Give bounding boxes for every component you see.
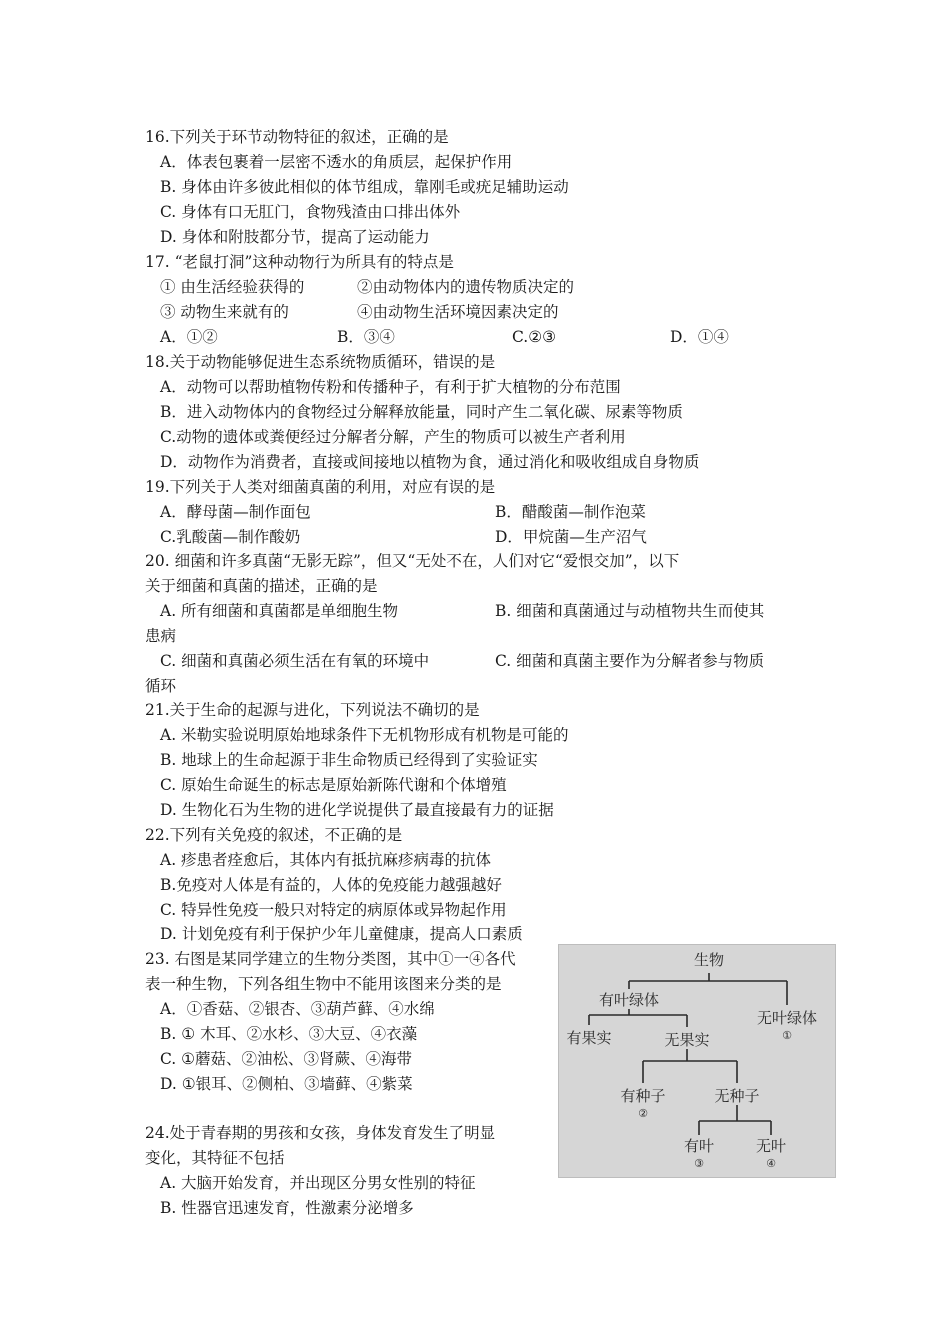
node-without-leaf: 无叶 (755, 1137, 787, 1155)
q16-option-a: A．体表包裹着一层密不透水的角质层，起保护作用 (160, 153, 513, 171)
classification-diagram (558, 944, 836, 1178)
q17-statement-1: ① 由生活经验获得的 (160, 278, 305, 296)
q23-option-a: A．①香菇、②银杏、③葫芦藓、④水绵 (160, 1000, 435, 1018)
q17-statement-3: ③ 动物生来就有的 (160, 303, 289, 321)
q22-option-c: C. 特异性免疫一般只对特定的病原体或异物起作用 (160, 901, 507, 919)
q17-option-d: D．①④ (670, 328, 729, 346)
q16-option-d: D. 身体和附肢都分节，提高了运动能力 (160, 228, 430, 246)
q21-option-a: A. 米勒实验说明原始地球条件下无机物形成有机物是可能的 (160, 726, 569, 744)
q19-stem: 19.下列关于人类对细菌真菌的利用，对应有误的是 (145, 478, 496, 496)
q18-stem: 18.关于动物能够促进生态系统物质循环，错误的是 (145, 353, 496, 371)
q20-option-d-wrap: 循环 (145, 677, 177, 695)
q18-option-b: B．进入动物体内的食物经过分解释放能量，同时产生二氧化碳、尿素等物质 (160, 403, 683, 421)
q16-stem: 16.下列关于环节动物特征的叙述，正确的是 (145, 128, 449, 146)
q23-option-d: D. ①银耳、②侧柏、③墙藓、④紫菜 (160, 1075, 413, 1093)
q24-option-a: A. 大脑开始发育，并出现区分男女性别的特征 (160, 1174, 476, 1192)
q23-stem-line2: 表一种生物，下列各组生物中不能用该图来分类的是 (145, 975, 502, 993)
marker-1: ① (782, 1029, 792, 1042)
q19-option-d: D．甲烷菌—生产沼气 (495, 528, 647, 546)
q19-option-a: A．酵母菌—制作面包 (160, 503, 311, 521)
q17-stem: 17. “老鼠打洞”这种动物行为所具有的特点是 (145, 253, 454, 271)
q17-option-a: A．①② (160, 328, 218, 346)
q19-option-b: B．醋酸菌—制作泡菜 (495, 503, 646, 521)
q21-option-c: C. 原始生命诞生的标志是原始新陈代谢和个体增殖 (160, 776, 507, 794)
q20-stem-line2: 关于细菌和真菌的描述，正确的是 (145, 577, 378, 595)
q19-option-c: C.乳酸菌—制作酸奶 (160, 528, 301, 546)
q22-option-d: D. 计划免疫有利于保护少年儿童健康，提高人口素质 (160, 925, 523, 943)
q23-option-c: C. ①蘑菇、②油松、③肾蕨、④海带 (160, 1050, 413, 1068)
marker-3: ③ (694, 1157, 704, 1170)
q20-option-d: C. 细菌和真菌主要作为分解者参与物质 (495, 652, 765, 670)
q18-option-c: C.动物的遗体或粪便经过分解者分解，产生的物质可以被生产者利用 (160, 428, 626, 446)
node-with-fruit: 有果实 (566, 1029, 612, 1047)
node-organism: 生物 (693, 951, 725, 969)
node-with-leaf: 有叶 (683, 1137, 715, 1155)
q18-option-d: D．动物作为消费者，直接或间接地以植物为食，通过消化和吸收组成自身物质 (160, 453, 700, 471)
q17-statement-4: ④由动物生活环境因素决定的 (357, 303, 559, 321)
q22-stem: 22.下列有关免疫的叙述，不正确的是 (145, 826, 403, 844)
q20-option-b-wrap: 患病 (145, 627, 177, 645)
marker-4: ④ (766, 1157, 776, 1170)
q18-option-a: A．动物可以帮助植物传粉和传播种子，有利于扩大植物的分布范围 (160, 378, 621, 396)
q22-option-a: A. 疹患者痊愈后，其体内有抵抗麻疹病毒的抗体 (160, 851, 492, 869)
q21-option-b: B. 地球上的生命起源于非生命物质已经得到了实验证实 (160, 751, 538, 769)
q21-option-d: D. 生物化石为生物的进化学说提供了最直接最有力的证据 (160, 801, 554, 819)
node-without-chlorophyll: 无叶绿体 (756, 1009, 818, 1027)
q20-option-b: B. 细菌和真菌通过与动植物共生而使其 (495, 602, 765, 620)
q23-stem-line1: 23. 右图是某同学建立的生物分类图，其中①一④各代 (145, 950, 516, 968)
classification-tree (559, 945, 835, 1177)
node-with-chlorophyll: 有叶绿体 (598, 991, 660, 1009)
q17-statement-2: ②由动物体内的遗传物质决定的 (357, 278, 575, 296)
node-without-seed: 无种子 (714, 1087, 760, 1105)
q23-option-b: B. ① 木耳、②水杉、③大豆、④衣藻 (160, 1025, 418, 1043)
marker-2: ② (638, 1107, 648, 1120)
q17-option-b: B．③④ (337, 328, 395, 346)
q24-option-b: B. 性器官迅速发育，性激素分泌增多 (160, 1199, 414, 1217)
q20-stem-line1: 20. 细菌和许多真菌“无影无踪”，但又“无处不在，人们对它“爱恨交加”，以下 (145, 552, 680, 570)
q20-option-c: C. 细菌和真菌必须生活在有氧的环境中 (160, 652, 430, 670)
q22-option-b: B.免疫对人体是有益的，人体的免疫能力越强越好 (160, 876, 502, 894)
q20-option-a: A. 所有细菌和真菌都是单细胞生物 (160, 602, 399, 620)
q17-option-c: C.②③ (512, 328, 557, 346)
q16-option-b: B. 身体由许多彼此相似的体节组成，靠刚毛或疣足辅助运动 (160, 178, 569, 196)
node-with-seed: 有种子 (620, 1087, 666, 1105)
node-without-fruit: 无果实 (664, 1031, 710, 1049)
q24-stem-line1: 24.处于青春期的男孩和女孩，身体发育发生了明显 (145, 1124, 496, 1142)
q16-option-c: C. 身体有口无肛门，食物残渣由口排出体外 (160, 203, 461, 221)
q21-stem: 21.关于生命的起源与进化，下列说法不确切的是 (145, 701, 480, 719)
q24-stem-line2: 变化，其特征不包括 (145, 1149, 285, 1167)
